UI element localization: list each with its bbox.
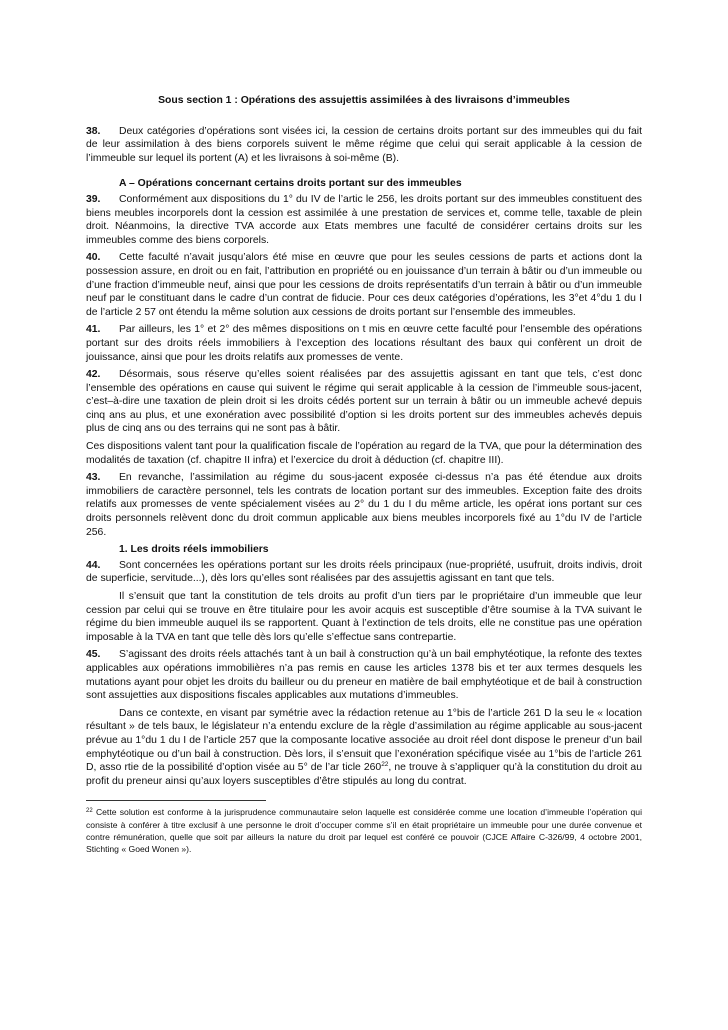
paragraph-41: [86, 323, 642, 364]
paragraph-number: 43.: [86, 472, 101, 484]
paragraph-number: 44.: [86, 559, 101, 571]
subheading-droits-reels: 1. Les droits réels immobiliers: [119, 544, 269, 556]
paragraph-text: S’agissant des droits réels attachés tant à un bail à construction qu’à un bail emphytéotique, la refonte des textes applicables aux opérations immobilières n’a pas remis en cause les articles 1378 bis et ter aux termes desquels les mutations ayant pour objet les droits du bailleur ou du preneur en matière de bail emphytéotique et de bail à construction sont assujetties aux dispositions fiscales applicables aux mutations d’immeubles.: [86, 649, 642, 702]
footnote-mark: 22: [86, 808, 93, 815]
paragraph-number: 38.: [86, 125, 101, 137]
section-title: Sous section 1 : Opérations des assujettis assimilées à des livraisons d’immeubles: [158, 95, 570, 106]
subsection-heading-a: A – Opérations concernant certains droits portant sur des immeubles: [119, 178, 462, 190]
paragraph-text: Conformément aux dispositions du 1° du IV de l’artic le 256, les droits portant sur des immeubles constituent des biens meubles incorporels dont la cession est assimilée à une prestation de services et, comme telle, taxable de plein droit. Néanmoins, la directive TVA accorde aux Etats membres une faculté de considérer certains droits sur les immeubles comme des biens corporels.: [86, 193, 642, 246]
paragraph-number: 42.: [86, 369, 101, 381]
paragraph-text: Sont concernées les opérations portant sur les droits réels principaux (nue-propriété, usufruit, droits indivis, droit de superficie, servitude...), dès lors qu’elles sont réalisées par des assujettis agissant en tant que tels.: [86, 559, 642, 585]
paragraph-39: [86, 193, 642, 247]
paragraph-44-continued: Il s’ensuit que tant la constitution de tels droits au profit d’un tiers par le propriétaire d’un immeuble que leur cession par celui qui se trouve en être titulaire pour les avoir acquis est susceptible d’être soumise à la TVA suivant le régime du bien immeuble auquel ils se rapportent. Quant à l’extinction de tels droits, elle ne constitue pas une opération imposable à la TVA en tant que telle dès lors qu’elle s’effectue sans contrepartie.: [86, 591, 642, 643]
paragraph-number: 40.: [86, 252, 101, 264]
paragraph-45: [86, 648, 642, 702]
footnote-reference[interactable]: 22: [381, 761, 389, 769]
paragraph-number: 45.: [86, 649, 101, 661]
paragraph-text: Deux catégories d’opérations sont visées ici, la cession de certains droits portant sur des immeubles qui du fait de leur assimilation à des biens corporels suivent le même régime que celui qui serait applicable à la cession de l’immeuble sur lequel ils portent (A) et les livraisons à soi-même (B).: [86, 125, 642, 164]
footnote-text: Cette solution est conforme à la jurisprudence communautaire selon laquelle est considérée comme une location d’immeuble l’opération qui consiste à conférer à titre exclusif à une personne le droit d’occuper comme s’il en était propriétaire un immeuble pour une durée convenue et contre rémunération, quelle que soit par ailleurs la nature du droit par lequel est conféré ce pouvoir (CJCE Affaire C-326/99, 4 octobre 2001, Stichting « Goed Wonen »).: [86, 807, 642, 854]
paragraph-38: [86, 125, 642, 166]
paragraph-text: En revanche, l’assimilation au régime du sous-jacent exposée ci-dessus n’a pas été étendue aux droits immobiliers de caractère personnel, tels les contrats de location portant sur des immeubles. Exception faite des droits relatifs aux promesses de vente spécialement visées au 2° du 1 du I du même article, les opérat ions portant sur ces droits personnels relèvent donc du droit commun applicable aux biens meubles incorporels fixé au 1°du IV de l’article 256.: [86, 472, 642, 538]
paragraph-42: [86, 368, 642, 436]
paragraph-42-continued: Ces dispositions valent tant pour la qualification fiscale de l’opération au regard de la TVA, que pour la détermination des modalités de taxation (cf. chapitre II infra) et l’exercice du droit à déduction (cf. chapitre III).: [86, 441, 642, 466]
paragraph-text: Dans ce contexte, en visant par symétrie avec la rédaction retenue au 1°bis de l’article 261 D la seu le « location résultant » de tels baux, le législateur n’a entendu exclure de la règle d’assimilation au régime applicable au sous-jacent prévue au 1°du 1 du I de l’article 257 que la composante locative associée au droit réel dont dispose le preneur d’un bail emphytéotique ou d’un bail à construction. Dès lors, il s’ensuit que l’exonération spécifique visée au 1°bis de l’article 261 D, asso rtie de la possibilité d’option visée au 5° de l’ar ticle 260: [86, 707, 642, 774]
paragraph-text: , ne trouve à s’appliquer qu’à la constitution du droit au profit du preneur ainsi qu’aux loyers susceptibles d’être stipulés au long du contrat.: [86, 762, 642, 787]
paragraph-number: 41.: [86, 324, 101, 336]
footnote-separator: [86, 800, 266, 801]
paragraph-45-continued: [86, 707, 642, 789]
paragraph-40: [86, 251, 642, 319]
paragraph-text: Désormais, sous réserve qu’elles soient réalisées par des assujettis agissant en tant que tels, c’est donc l’ensemble des opérations en cause qui suivent le régime qui serait applicable à la cession de l’immeuble sous-jacent, c’est–à-dire une taxation de plein droit si les droits cédés portent sur un terrain à bâtir ou un immeuble achevé depuis cinq ans au plus, et une exonération avec possibilité d’option si les droits portent sur des immeubles achevés depuis plus de cinq ans ou des terrains qui ne sont pas à bâtir.: [86, 369, 642, 435]
paragraph-44: [86, 559, 642, 586]
paragraph-text: Par ailleurs, les 1° et 2° des mêmes dispositions on t mis en œuvre cette faculté pour l’ensemble des opérations portant sur des droits réels immobiliers à l’exception des locations résultant des baux qui confèrent un droit de jouissance, ainsi que pour les droits relatifs aux promesses de vente.: [86, 324, 642, 363]
paragraph-43: [86, 471, 642, 539]
footnote-22: [86, 806, 642, 855]
paragraph-number: 39.: [86, 193, 101, 205]
paragraph-text: Cette faculté n’avait jusqu’alors été mise en œuvre que pour les seules cessions de parts et actions dont la possession assure, en droit ou en fait, l’attribution en propriété ou en jouissance d’un terrain à bâtir ou d’un immeuble ou d’une fraction d’immeuble neuf, ainsi que pour les cessions de droits représentatifs d’un terrain à bâtir ou d’un immeuble neuf par le constituant dans le cadre d’un contrat de fiducie. Pour ces deux catégories d’opérations, les 3°et 4°du 1 du I de l’article 2 57 ont étendu la même solution aux cessions de droits portant sur l’ensemble des immeubles.: [86, 252, 642, 318]
